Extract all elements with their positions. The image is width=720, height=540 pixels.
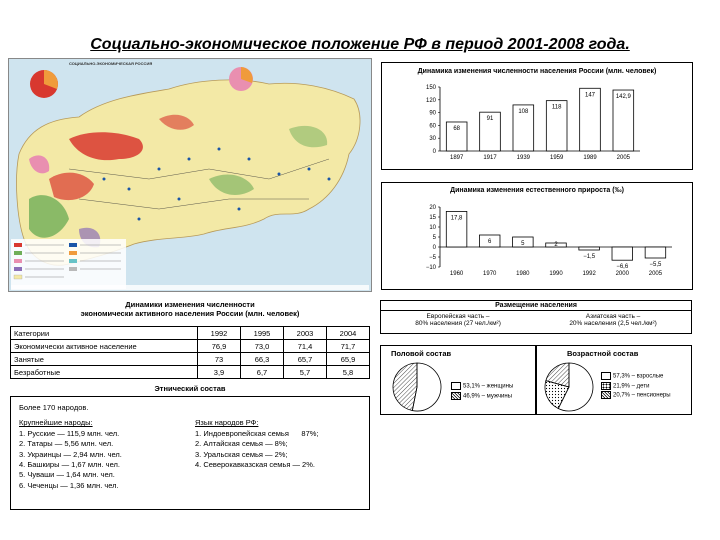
gender-block [380,345,536,415]
cell: 65,7 [284,353,327,366]
x-tick-label: 1980 [516,271,530,277]
workforce-block [10,300,370,379]
list-item: 2. Татары — 5,56 млн. чел. [19,439,114,449]
x-tick-label: 2005 [616,155,631,161]
european-part-label: Европейская часть – [426,313,490,320]
list-item: 2. Алтайская семья — 8%; [195,439,288,449]
data-label: 147 [584,92,596,99]
x-tick-label: 2005 [648,271,663,277]
x-tick-label: 1990 [549,271,563,277]
x-tick-label: 2000 [615,271,629,277]
legend-label: 21,9% – дети [613,383,650,390]
bar [645,247,666,258]
peoples-heading: Крупнейшие народы: [19,418,93,428]
russia-map [8,58,372,292]
cell: 73 [198,353,241,366]
cell: 66,3 [241,353,284,366]
data-label: 68 [453,125,461,132]
table-row [11,366,370,379]
data-label: 17,8 [450,215,463,222]
languages-heading: Язык народов РФ: [195,418,259,428]
data-label: 91 [486,116,494,123]
y-tick-label: 5 [432,235,436,241]
asian-part-label: Азиатская часть – [585,313,641,320]
data-label: 6 [488,239,492,245]
legend-label: 46,9% – мужчины [463,393,512,400]
bar [612,247,633,260]
gender-pie-svg [387,360,447,414]
legend-label: 20,7% – пенсионеры [613,392,671,399]
row-label: Безработные [11,366,198,379]
data-label: −6,6 [616,264,629,271]
list-item: 5. Чуваши — 1,64 млн. чел. [19,470,115,480]
y-tick-label: 20 [429,205,436,211]
slide-title: Социально-экономическое положение РФ в период 2001-2008 года. [90,36,630,53]
col-header: 2003 [284,327,327,340]
col-header: 2004 [327,327,370,340]
data-label: 2 [554,242,558,248]
legend-swatch-pensioners [601,391,611,399]
table-row [11,353,370,366]
age-block [536,345,692,415]
pie-slice [393,363,417,411]
y-tick-label: −10 [425,265,436,271]
list-item: 3. Украинцы — 2,94 млн. чел. [19,449,122,459]
ethnic-title: Этнический состав [154,384,226,393]
map-graphic [9,59,371,291]
y-tick-label: 10 [429,225,436,231]
cell: 3,9 [198,366,241,379]
legend-label: 53,1% – женщины [463,383,514,390]
cell: 6,7 [241,366,284,379]
y-tick-label: 150 [425,85,436,91]
x-tick-label: 1897 [449,155,464,161]
settlement-title: Размещение населения [381,301,691,311]
data-label: −1,5 [583,254,596,260]
age-pie-svg [539,360,599,414]
x-tick-label: 1989 [583,155,597,161]
list-item: 3. Уральская семья — 2%; [195,449,288,459]
workforce-table [10,326,370,379]
legend-label: 57,3% – взрослые [613,373,664,380]
data-label: −5,5 [649,262,662,268]
table-row [11,340,370,353]
list-item: 6. Чеченцы — 1,36 млн. чел. [19,480,119,490]
y-tick-label: 30 [429,136,436,143]
data-label: 5 [521,241,525,247]
y-tick-label: 120 [425,97,436,104]
col-header: Категории [11,327,198,340]
population-chart-title: Динамика изменения численности населения России (млн. человек) [417,68,657,75]
cell: 71,4 [284,340,327,353]
data-label: 118 [551,104,562,111]
workforce-title-1: Динамики изменения численности [125,300,255,309]
x-tick-label: 1970 [483,271,497,277]
legend-swatch-women [451,382,461,390]
cell: 76,9 [198,340,241,353]
population-chart-svg [382,63,692,169]
y-tick-label: 0 [432,245,436,251]
y-tick-label: 60 [429,123,436,130]
population-chart [381,62,693,170]
asian-part-value: 20% населения (2,5 чел./км²) [569,320,657,327]
settlement-box [380,300,692,334]
list-item: 1. Русские — 115,9 млн. чел. [19,428,120,438]
cell: 65,9 [327,353,370,366]
cell: 73,0 [241,340,284,353]
legend-swatch-adults [601,372,611,380]
y-tick-label: 15 [429,215,436,221]
ethnic-intro: Более 170 народов. [19,403,89,412]
growth-chart-title: Динамика изменения естественного прироста (‰) [450,187,624,194]
workforce-title-2: экономически активного населения России (млн. человек) [80,309,300,318]
x-tick-label: 1917 [483,155,497,161]
y-tick-label: 0 [432,149,436,155]
age-title: Возрастной состав [567,349,639,358]
growth-chart-svg [382,183,692,289]
list-item: 1. Индоевропейская семья 87%; [195,428,319,438]
data-label: 142,9 [615,94,631,101]
y-tick-label: 90 [429,110,436,117]
map-heading: СОЦИАЛЬНО-ЭКОНОМИЧЕСКАЯ РОССИЯ [69,61,153,66]
legend-swatch-children [601,382,611,390]
list-item: 4. Северокавказская семья — 2%. [195,460,315,470]
data-label: 108 [518,108,529,115]
x-tick-label: 1960 [449,271,464,277]
cell: 5,8 [327,366,370,379]
cell: 5,7 [284,366,327,379]
gender-title: Половой состав [391,349,452,358]
legend-swatch-men [451,392,461,400]
european-part-value: 80% населения (27 чел./км²) [415,320,501,327]
ethnic-block [10,396,370,510]
col-header: 1992 [198,327,241,340]
cell: 71,7 [327,340,370,353]
bar [579,247,600,250]
col-header: 1995 [241,327,284,340]
growth-chart [381,182,693,290]
list-item: 4. Башкиры — 1,67 млн. чел. [19,460,120,470]
x-tick-label: 1939 [516,155,531,161]
x-tick-label: 1959 [549,155,564,161]
row-label: Экономически активное население [11,340,198,353]
row-label: Занятые [11,353,198,366]
x-tick-label: 1992 [582,271,596,277]
y-tick-label: −5 [429,255,436,261]
workforce-header-row [11,327,370,340]
